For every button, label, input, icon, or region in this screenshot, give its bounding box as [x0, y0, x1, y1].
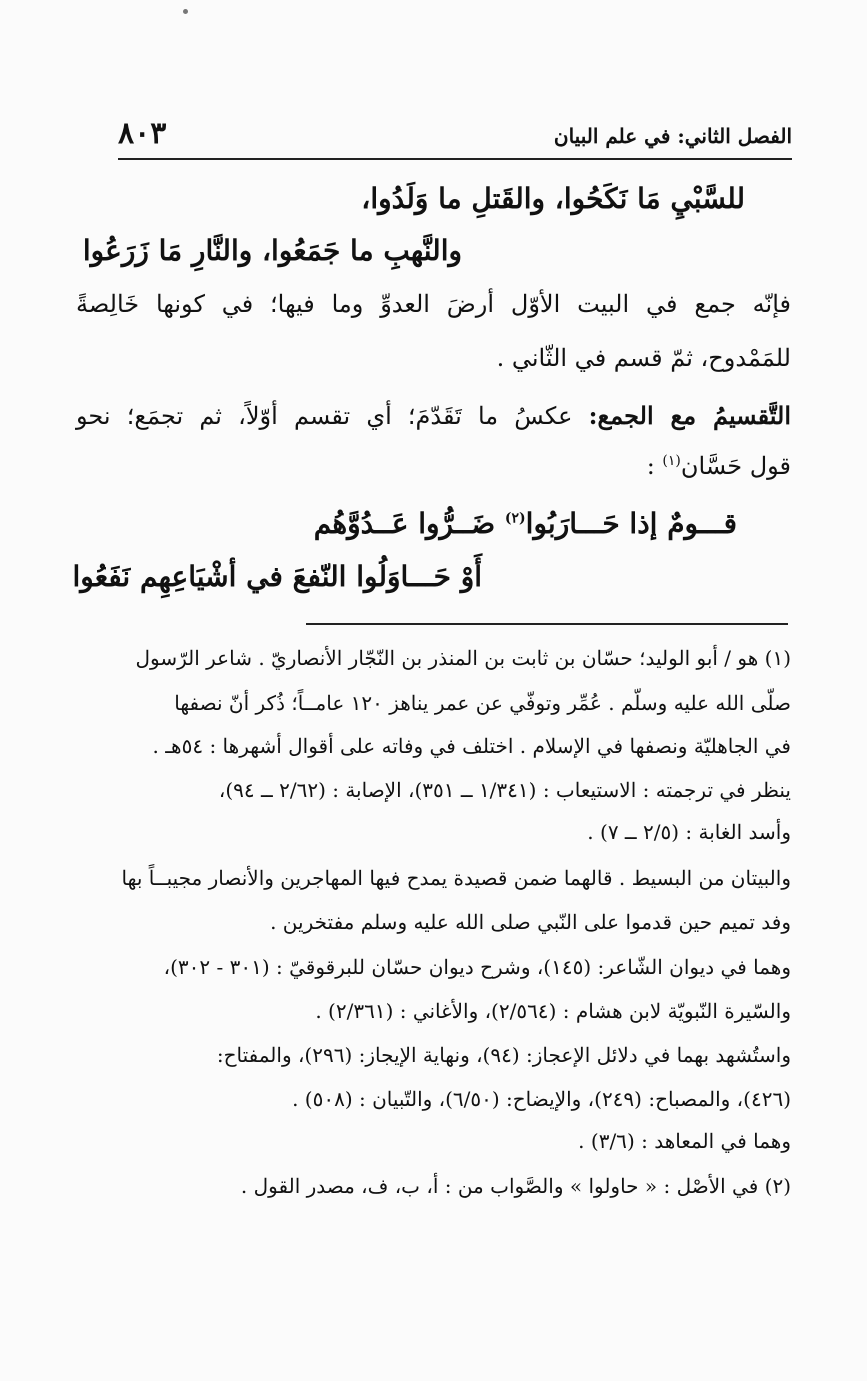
footnote-line: واستُشهد بهما في دلائل الإعجاز: (٩٤)، ونهاية الإيجاز: (٢٩٦)، والمفتاح: [216, 1043, 791, 1067]
paragraph-2-text: عكسُ ما تَقَدّمَ؛ أي تقسم أوّلاً، ثم تجمَع؛ نحو [76, 402, 589, 430]
chapter-title: الفصل الثاني: في علم البيان [553, 124, 792, 148]
footnote-line: (١) هو / أبو الوليد؛ حسّان بن ثابت بن المنذر بن النّجّار الأنصاريّ . شاعر الرّسول [135, 646, 791, 670]
verse2-hemistich-a: قـــومٌ إذا حَـــارَبُوا [525, 507, 737, 540]
verse-line-1: للسَّبْيِ مَا نَكَحُوا، والقَتلِ ما وَلَدُوا، [361, 182, 745, 215]
verse2-hemistich-b: ضَــرُّوا عَــدُوَّهُم [313, 507, 505, 540]
footnote-line: ينظر في ترجمته : الاستيعاب : (١/٣٤١ ــ ٣٥١)، الإصابة : (٢/٦٢ ــ ٩٤)، [218, 778, 791, 802]
colon: : [646, 452, 663, 480]
paragraph-1-line-1: فإنّه جمع في البيت الأوّل أرضَ العدوِّ وما فيها؛ في كونها خَالِصةً [76, 290, 791, 318]
footnote-line: والبيتان من البسيط . قالهما ضمن قصيدة يمدح فيها المهاجرين والأنصار مجيبــاً بها [121, 866, 791, 890]
footnote-line: (٢) في الأصْل : « حاولوا » والصَّواب من : أ، ب، ف، مصدر القول . [240, 1174, 791, 1198]
footnote-line: والسّيرة النّبويّة لابن هشام : (٢/٥٦٤)، والأغاني : (٢/٣٦١) . [315, 999, 791, 1023]
footnote-ref-2: (٢) [504, 510, 526, 527]
footnote-line: صلّى الله عليه وسلّم . عُمِّر وتوفّي عن عمر يناهز ١٢٠ عامــاً؛ ذُكر أنّ نصفها [174, 691, 791, 715]
verse2-line-2: أَوْ حَـــاوَلُوا النّفعَ في أشْيَاعِهِم نَفَعُوا [72, 560, 482, 593]
page-number: ٨٠٣ [118, 116, 167, 151]
scan-speck [183, 9, 188, 14]
verse2-line-1 [314, 507, 737, 540]
footnote-line: وفد تميم حين قدموا على النّبي صلى الله عليه وسلم مفتخرين . [270, 910, 791, 934]
footnote-line: (٤٢٦)، والمصباح: (٢٤٩)، والإيضاح: (٦/٥٠)، والتّبيان : (٥٠٨) . [292, 1087, 791, 1111]
footnote-line: وهما في المعاهد : (٣/٦) . [578, 1129, 791, 1153]
paragraph-2-line-1 [76, 401, 791, 430]
poet-name: قول حَسَّان [680, 452, 791, 480]
footnote-line: في الجاهليّة ونصفها في الإسلام . اختلف في وفاته على أقوال أشهرها : ٥٤هـ . [152, 734, 791, 758]
footnote-line: وهما في ديوان الشّاعر: (١٤٥)، وشرح ديوان حسّان للبرقوقيّ : (٣٠١ - ٣٠٢)، [163, 955, 791, 979]
running-header [118, 118, 792, 158]
footnote-ref-1: (١) [662, 453, 681, 469]
term-heading: التَّقسيمُ مع الجمع: [588, 401, 791, 430]
footnote-rule [306, 623, 788, 625]
paragraph-2-line-2 [647, 452, 791, 480]
header-rule [118, 158, 792, 160]
paragraph-1-line-2: للمَمْدوح، ثمّ قسم في الثّاني . [496, 344, 791, 372]
verse-line-2: والنَّهبِ ما جَمَعُوا، والنَّارِ مَا زَرَعُوا [82, 234, 462, 267]
footnote-line: وأسد الغابة : (٢/٥ ــ ٧) . [587, 820, 791, 844]
